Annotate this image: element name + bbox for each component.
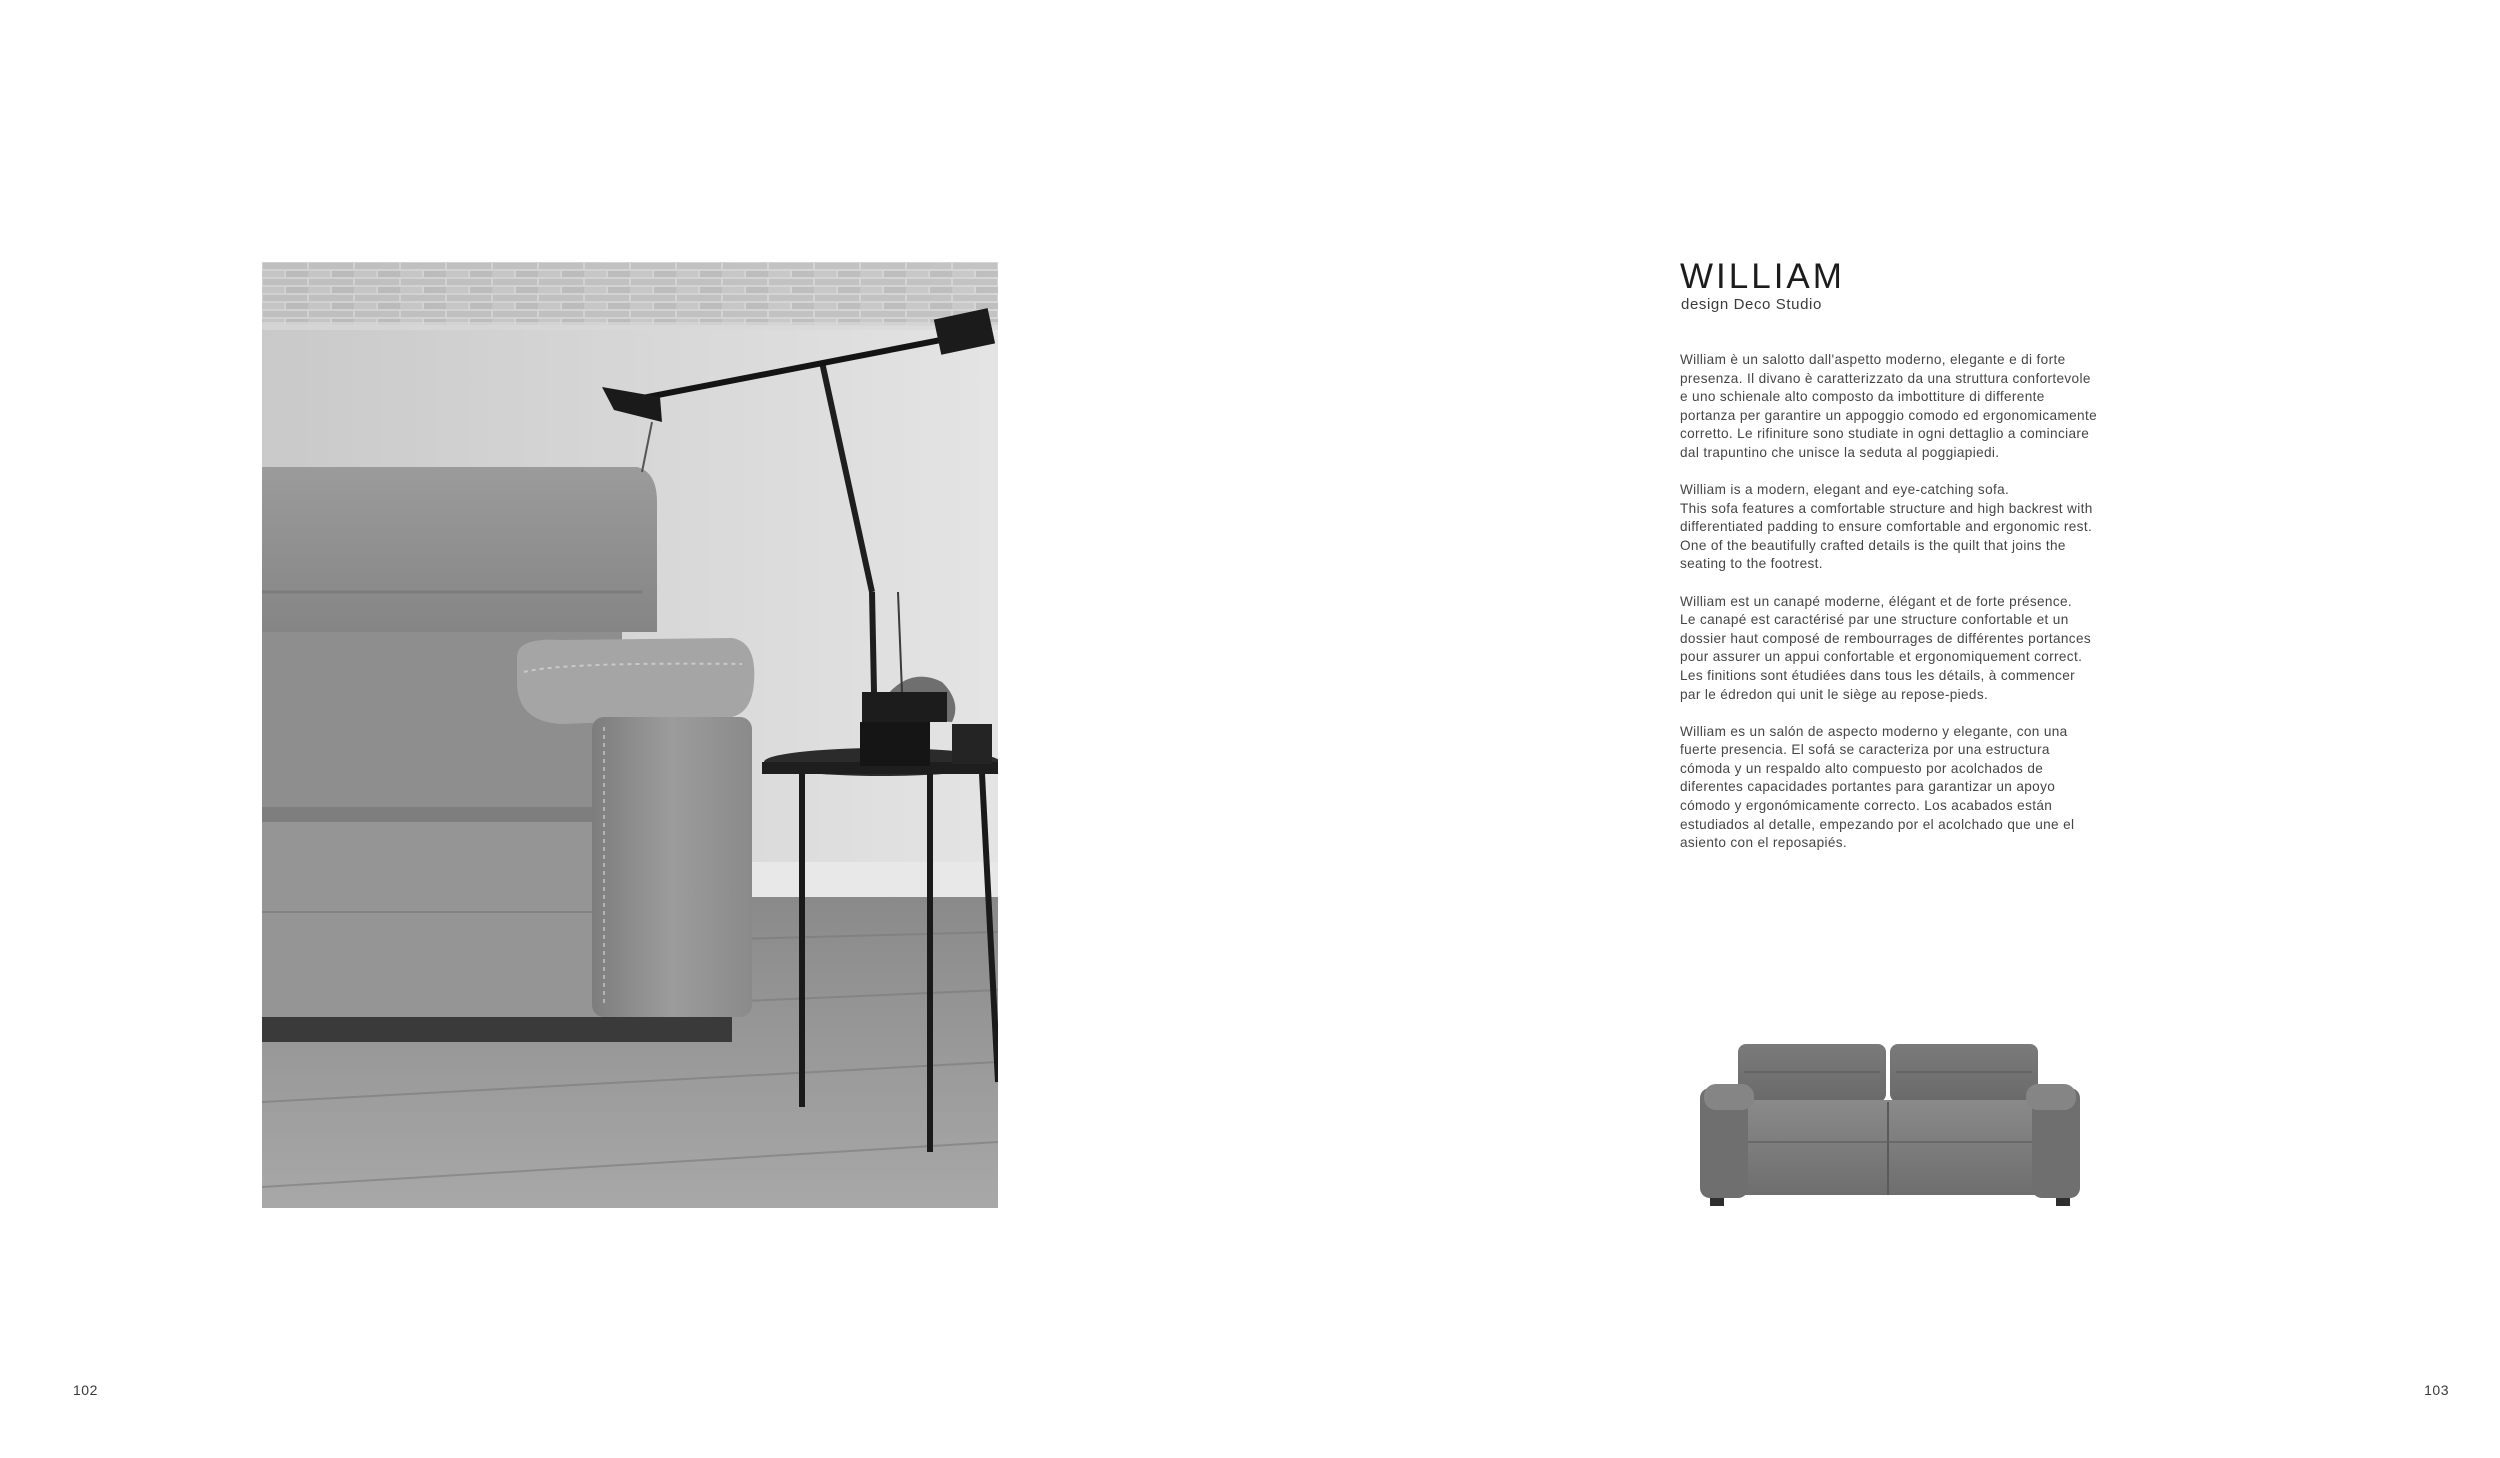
text-line: seating to the footrest.: [1680, 556, 1823, 572]
product-title: WILLIAM: [1680, 257, 1845, 296]
text-line: dal trapuntino che unisce la seduta al poggiapiedi.: [1680, 444, 2000, 460]
designer-credit: design Deco Studio: [1681, 296, 1822, 313]
text-line: William è un salotto dall'aspetto moderno, elegante e di forte: [1680, 352, 2066, 367]
text-line: William es un salón de aspecto moderno y elegante, con una: [1680, 723, 2068, 739]
sofa-lamp-scene: [262, 262, 998, 1208]
page-number-right: 103: [2424, 1382, 2449, 1398]
text-line: corretto. Le rifiniture sono studiate in ogni dettaglio a cominciare: [1680, 426, 2090, 442]
text-line: William est un canapé moderne, élégant et de forte présence.: [1680, 593, 2073, 609]
text-line: Les finitions sont étudiées dans tous les détails, à commencer: [1680, 667, 2075, 683]
lifestyle-photo: [262, 262, 998, 1208]
text-line: fuerte presencia. El sofá se caracteriza por una estructura: [1680, 742, 2050, 758]
text-line: Le canapé est caractérisé par une structure confortable et un: [1680, 612, 2069, 628]
text-line: asiento con el reposapiés.: [1680, 835, 1848, 851]
text-line: pour assurer un appui confortable et ergonomiquement correct.: [1680, 649, 2083, 665]
product-description: [1680, 351, 2180, 871]
text-line: William is a modern, elegant and eye-catching sofa.: [1680, 482, 2010, 498]
text-line: This sofa features a comfortable structure and high backrest with: [1680, 500, 2093, 516]
sofa-product-thumbnail: [1700, 1040, 2080, 1220]
text-line: One of the beautifully crafted details is the quilt that joins the: [1680, 537, 2066, 553]
sofa-illustration: [1700, 1040, 2080, 1220]
text-line: differentiated padding to ensure comfortable and ergonomic rest.: [1680, 519, 2093, 535]
page-number-left: 102: [73, 1382, 98, 1398]
text-line: par le édredon qui unit le siège au repose-pieds.: [1680, 686, 1989, 702]
text-line: dossier haut composé de rembourrages de différentes portances: [1680, 630, 2092, 646]
text-line: presenza. Il divano è caratterizzato da una struttura confortevole: [1680, 370, 2091, 386]
description-french: [1680, 593, 2180, 705]
description-english: [1680, 481, 2180, 574]
text-line: e uno schienale alto composto da imbottiture di differente: [1680, 389, 2045, 405]
text-line: portanza per garantire un appoggio comodo ed ergonomicamente: [1680, 407, 2097, 423]
text-line: estudiados al detalle, empezando por el acolchado que une el: [1680, 816, 2075, 832]
description-spanish: [1680, 723, 2180, 853]
text-line: cómoda y un respaldo alto compuesto por acolchados de: [1680, 760, 2044, 776]
text-line: diferentes capacidades portantes para garantizar un apoyo: [1680, 779, 2056, 795]
text-line: cómodo y ergonómicamente correcto. Los acabados están: [1680, 797, 2053, 813]
description-italian: [1680, 351, 2180, 463]
